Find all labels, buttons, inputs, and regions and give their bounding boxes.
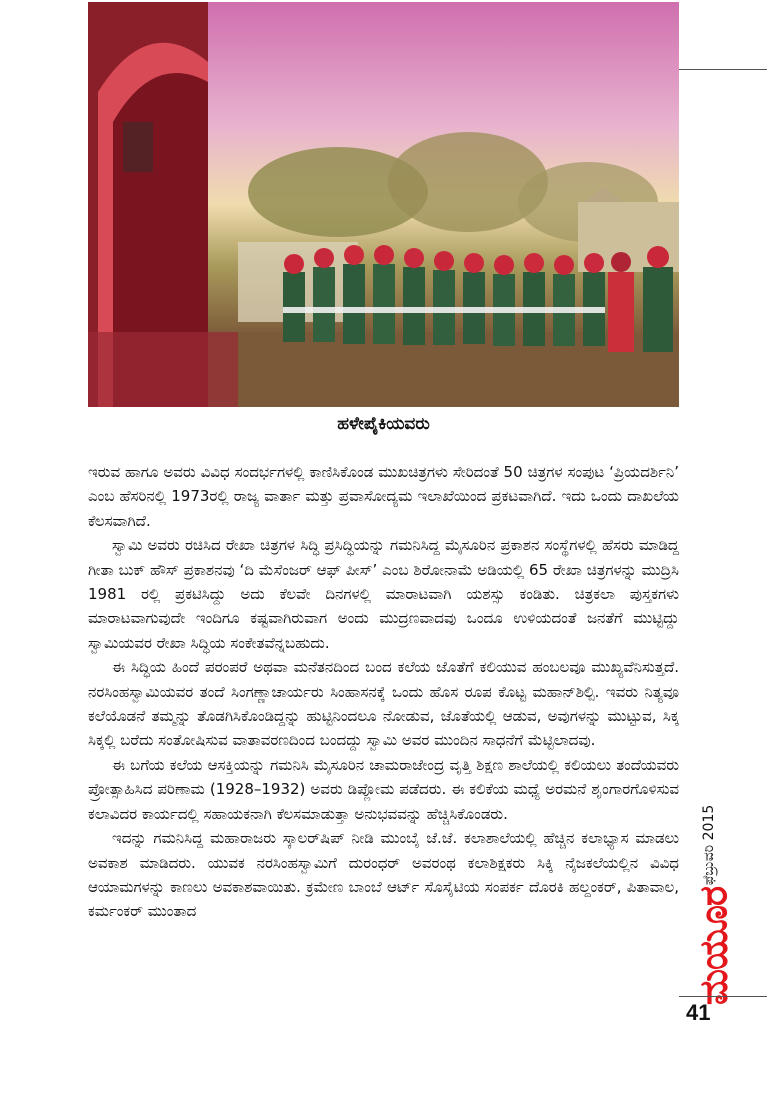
figure-caption: ಹಳೇಪೈಕಿಯವರು xyxy=(337,414,430,434)
magazine-masthead xyxy=(684,886,744,1006)
paragraph: ಈ ಬಗೆಯ ಕಲೆಯ ಆಸಕ್ತಿಯನ್ನು ಗಮನಿಸಿ ಮೈಸೂರಿನ ಚಾಮರಾಜೇಂದ್ರ ವೃತ್ತಿ ಶಿಕ್ಷಣ ಶಾಲೆಯಲ್ಲಿ ಕಲಿಯಲು ತಂದೆಯವರು ಪ್ರೋತ್ಸಾಹಿಸಿದ ಪರಿಣಾಮ (1928–1932) ಅವರು ಡಿಪ್ಲೋಮ ಪಡೆದರು. ಈ ಕಲಿಕೆಯ ಮಧ್ಯೆ ಅರಮನೆ ಶೃಂಗಾರಗೊಳಿಸುವ ಕಲಾವಿದರ ಕಾರ್ಯದಲ್ಲಿ ಸಹಾಯಕನಾಗಿ ಕೆಲಸಮಾಡುತ್ತಾ ಅನುಭವವನ್ನು ಹೆಚ್ಚಿಸಿಕೊಂಡರು. xyxy=(88,755,679,823)
bottom-rule xyxy=(679,996,767,997)
soldiers-painting xyxy=(88,2,679,407)
paragraph: ಸ್ವಾಮಿ ಅವರು ರಚಿಸಿದ ರೇಖಾ ಚಿತ್ರಗಳ ಸಿದ್ಧಿ ಪ್ರಸಿದ್ಧಿಯನ್ನು ಗಮನಿಸಿದ್ದ ಮೈಸೂರಿನ ಪ್ರಕಾಶನ ಸಂಸ್ಥೆಗಳಲ್ಲಿ ಹೆಸರು ಮಾಡಿದ್ದ ಗೀತಾ ಬುಕ್ ಹೌಸ್ ಪ್ರಕಾಶನವು ‘ದಿ ಮೆಸೆಂಜರ್ ಆಫ್ ಪೀಸ್’ ಎಂಬ ಶಿರೋನಾಮೆ ಅಡಿಯಲ್ಲಿ 65 ರೇಖಾ ಚಿತ್ರಗಳನ್ನು ಮುದ್ರಿಸಿ 1981 ರಲ್ಲಿ ಪ್ರಕಟಿಸಿದ್ದು ಅದು ಕೆಲವೇ ದಿನಗಳಲ್ಲಿ ಮಾರಾಟವಾಗಿ ಯಶಸ್ಸು ಕಂಡಿತು. ಚಿತ್ರಕಲಾ ಪುಸ್ತಕಗಳು ಮಾರಾಟವಾಗುವುದೇ ಇಂದಿಗೂ ಕಷ್ಟವಾಗಿರುವಾಗ ಅಂದು ಮುದ್ರಣವಾದವು ಒಂದೂ ಉಳಿಯದಂತೆ ಜನತೆಗೆ ಮುಟ್ಟಿದ್ದು ಸ್ವಾಮಿಯವರ ರೇಖಾ ಸಿದ್ಧಿಯ ಸಂಕೇತವೆನ್ನಬಹುದು. xyxy=(88,536,679,652)
paragraph: ಈ ಸಿದ್ಧಿಯ ಹಿಂದೆ ಪರಂಪರೆ ಅಥವಾ ಮನೆತನದಿಂದ ಬಂದ ಕಲೆಯ ಜೊತೆಗೆ ಕಲಿಯುವ ಹಂಬಲವೂ ಮುಖ್ಯವೆನಿಸುತ್ತದೆ. ನರಸಿಂಹಸ್ವಾಮಿಯವರ ತಂದೆ ಸಿಂಗಣ್ಣಾಚಾರ್ಯರು ಸಿಂಹಾಸನಕ್ಕೆ ಒಂದು ಹೊಸ ರೂಪ ಕೊಟ್ಟ ಮಹಾನ್‌ಶಿಲ್ಪಿ. ಇವರು ನಿತ್ಯವೂ ಕಲೆಯೊಡನೆ ತಮ್ಮನ್ನು ತೊಡಗಿಸಿಕೊಂಡಿದ್ದನ್ನು ಹುಟ್ಟಿನಿಂದಲೂ ನೋಡುವ, ಜೊತೆಯಲ್ಲಿ ಆಡುವ, ಅವುಗಳನ್ನು ಮುಟ್ಟುವ, ಸಿಕ್ಕ ಸಿಕ್ಕಲ್ಲಿ ಬರೆದು ಸಂತೋಷಿಸುವ ವಾತಾವರಣದಿಂದ ಬಂದದ್ದು ಸ್ವಾಮಿ ಅವರ ಮುಂದಿನ ಸಾಧನೆಗೆ ಮೆಟ್ಟಿಲಾದವು. xyxy=(88,658,679,750)
paragraph: ಇದನ್ನು ಗಮನಿಸಿದ್ದ ಮಹಾರಾಜರು ಸ್ಕಾಲರ್‌ಷಿಪ್ ನೀಡಿ ಮುಂಬೈ ಜೆ.ಜೆ. ಕಲಾಶಾಲೆಯಲ್ಲಿ ಹೆಚ್ಚಿನ ಕಲಾಭ್ಯಾಸ ಮಾಡಲು ಅವಕಾಶ ಮಾಡಿದರು. ಯುವಕ ನರಸಿಂಹಸ್ವಾಮಿಗೆ ದುರಂಧರ್ ಅವರಂಥ ಕಲಾಶಿಕ್ಷಕರು ಸಿಕ್ಕಿ ನೈಜಕಲೆಯಲ್ಲಿನ ವಿವಿಧ ಆಯಾಮಗಳನ್ನು ಕಾಣಲು ಅವಕಾಶವಾಯಿತು. ಕ್ರಮೇಣ ಬಾಂಬೆ ಆರ್ಟ್ ಸೊಸೈಟಿಯ ಸಂಪರ್ಕ ದೊರಕಿ ಹಲ್ದಂಕರ್, ಪಿತಾವಾಲ, ಕರ್ಮಂಕರ್ ಮುಂತಾದ xyxy=(88,829,679,921)
masthead-text: ಮಯೂರ xyxy=(691,886,736,1006)
paragraph: ಇರುವ ಹಾಗೂ ಅವರು ವಿವಿಧ ಸಂದರ್ಭಗಳಲ್ಲಿ ಕಾಣಿಸಿಕೊಂಡ ಮುಖಚಿತ್ರಗಳು ಸೇರಿದಂತೆ 50 ಚಿತ್ರಗಳ ಸಂಪುಟ ‘ಪ್ರಿಯದರ್ಶಿನಿ’ ಎಂಬ ಹೆಸರಿನಲ್ಲಿ 1973ರಲ್ಲಿ ರಾಜ್ಯ ವಾರ್ತಾ ಮತ್ತು ಪ್ರವಾಸೋದ್ಯಮ ಇಲಾಖೆಯಿಂದ ಪ್ರಕಟವಾಗಿದೆ. ಇದು ಒಂದು ದಾಖಲೆಯ ಕೆಲಸವಾಗಿದೆ. xyxy=(88,463,679,530)
top-rule xyxy=(679,69,767,70)
page-number: 41 xyxy=(686,1000,711,1025)
issue-date xyxy=(694,790,724,900)
article-body xyxy=(88,460,679,924)
issue-date-text: ಫೆಬ್ರುವರಿ 2015 xyxy=(701,804,717,886)
